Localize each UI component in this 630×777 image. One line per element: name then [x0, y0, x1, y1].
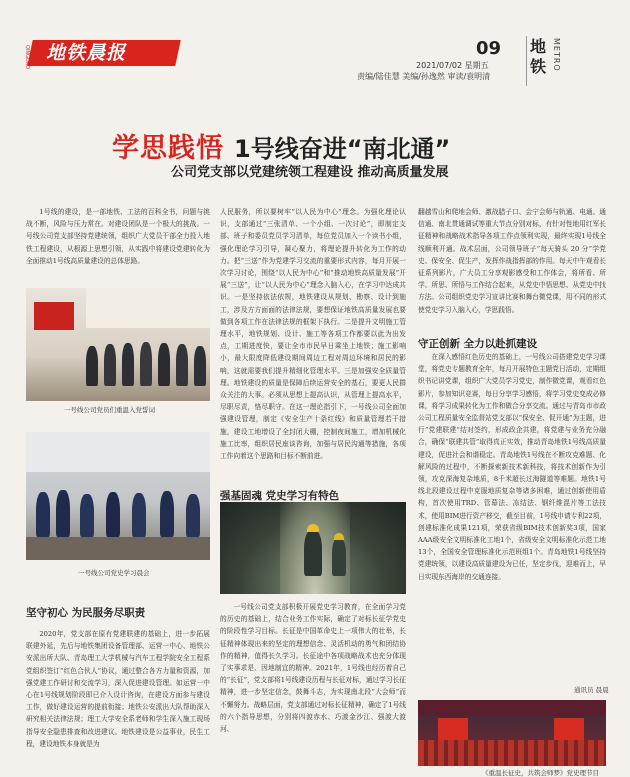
- masthead-logo-small: QINGDAO: [24, 45, 30, 70]
- worker: [332, 538, 346, 576]
- section-construction-text: 在深入感悟红色历史的基础上，一号线公司搭建党史学习课堂，将党史专题教育全年，每月开展特色主题党日活动，定期组织书记讲党课，组织广大党员学习党史，制作微党课，观看红色影片，参加知识竞赛，每日分享学习感悟，将学习党史变成必修课，将学习成果转化为工作和做合分享交流。通过与青岛市市政公司工程质量安全监督站党支部以“保安全、促开通”为主题，进行“党建联建”结对签约，形成政企共建，将党建与业务充分融合，确保“联建共管”取得真正实效，推动青岛地铁1号线高质量建设，促进社会和谐稳定。青岛地铁1号线在不断攻克难题、化解风险的过程中，不断探索新技术新科技，将技术创新作为引领，攻克深海复杂地质，8千米超长过海隧道等难题。地铁1号线北段建设过程中克服地质复杂等诸多困难，通过创新使用盾构，首次使用TRD、管幕法、冻结法、钢纤维混片等工法技术，使用BIM进行资产移交，截至目前，1号线申请专利22项，创建标准化成果121项，荣获省级BIM技术创新奖3项，国家AAA级安全文明标准化工地1个，省级安全文明标准化示范工地13个，全国安全管理标准化示范班组1个。青岛地铁1号线坚持党建统领，以建设高质量建设为已任，坚定步伐，迎难而上，早日实现东西海岸的交通连接。: [418, 353, 606, 581]
- column-3-text: 翻越雪山和爬地会师、激战腊子口、会宁会师与轨通、电通、通信通、南北贯通调试等重大节点分别对标，有针对性地用红军长征精神和战略战术指导各项工作点领利实现，最终实现1号线全线顺利开通。战术层面，公司领导班子“每天骑头 20 分”学党史、保安全、促生产，发挥作战指挥部的作用。每天中午观看长征系列影片，广大员工分享观影感受和工作体会，将所看、所学、所思、所悟与工作结合起来，从党史中悟思想、从党史中找方法。公司组织党史学习宣讲比赛和舞台微党课，用不同的形式使党史学习入脑入心，学思践悟。: [418, 208, 606, 314]
- photo-tunnel-workers: [220, 502, 406, 594]
- stage-flag: [438, 718, 468, 740]
- photo-stage-performance: [418, 700, 606, 766]
- meeting-table: [26, 537, 210, 560]
- person: [186, 494, 200, 537]
- section-party-history-body: [220, 601, 406, 735]
- person: [80, 494, 94, 537]
- section-title-construction: 守正创新 全力以赴抓建设: [418, 338, 538, 350]
- person: [194, 346, 206, 386]
- photo-morning-meeting: [26, 432, 210, 560]
- section-title-party-history: 强基固魂 党史学习有特色: [220, 490, 340, 502]
- headline-red: 学思践悟: [112, 133, 224, 164]
- lead-paragraph: [26, 206, 210, 267]
- person: [86, 346, 98, 386]
- person: [106, 492, 120, 537]
- stage-lights: [418, 700, 606, 716]
- person: [122, 343, 134, 386]
- headline-black: 1号线奋进“南北通”: [234, 135, 451, 163]
- performers: [418, 740, 606, 766]
- party-flag: [34, 302, 74, 330]
- section-service-text: 2020年，党支部在原有党建联建的基础上，进一步拓展联建外延，先后与地铁集团设备管理部、运营一中心、地铁公安派出所大队、青岛理工大学机械与汽车工程学院安全工程系党组织签订“红色合伙人”协议，通过整合各方力量和资源，加强党建工作研讨和交流学习，深入促进建设管理。如运营一中心在1号线规划阶段即已介入设计咨询，在建设方面参与建设工作，做好建设运营的提前衔接；地铁公安派出大队帮助深入研究相关法律法规；理工大学安全系老师和学生深入施工现场指导安全隐患排查和改进建议。地铁建设是公益事业，民生工程，建设地铁本身就是为: [26, 630, 210, 748]
- person: [176, 344, 188, 386]
- stage-flag: [554, 718, 584, 740]
- section-name: 地铁: [530, 37, 547, 76]
- photo-meeting-caption: 一号线公司党史学习晨会: [78, 569, 150, 577]
- photo-oath-caption: 一号线公司党员们重温入党誓词: [64, 406, 155, 414]
- person: [36, 492, 50, 537]
- masthead-logo: 地铁晨报: [46, 42, 127, 64]
- column-2-text: 人民服务，所以要树牢“以人民为中心”理念。为强化理论认识，支部通过“三张清单、一个小组、一次讨论”，即制定支部、班子和委员党员学习清单，每位党员加入一个读书小组，强化理论学习引导，凝心聚力，将理论提升转化为工作的动力。把“三送”作为党建学习交流的重要形式内容，每月开展一次学习讨论，围绕“以人民为中心”和“推动地铁高质量发展”开展“三送”，让“以人民为中心”理念入脑入心，在学习中达成共识。一是坚持依法依规，地铁建设从规划、勘察、设计到施工，涉及方方面面的法律法规，要想保证地铁高质量发展也要做到各项工作在法律法规的框架下执行。二是提升文明施工管理水平，地铁规划、设计、施工等各项工作都要以此为出发点，工期进度快，要让全市市民早日乘坐上地铁；施工影响小，最大限度降低建设期间周边工程对周边环境和居民的影响，这就需要我们提升精细化管理水平。三是加强安全质量管理。地铁建设的质量是保障后续运营安全的基石，要更人民群众关注的大事。必须从思想上提高认识，从管理上提高水平，尽职尽责，恪尽职守。在这一理论指引下，一号线公司全面加强建设管理，制定《安全生产十条红线》和质量管理若干措施，建设工地增设了全封闭大棚，控制夜间施工，增加机械化施工比率，组织居民座谈咨询，加强与居民沟通等措施，各项工作向着这个思路和目标不断前进。: [220, 208, 406, 461]
- ceiling-lights: [86, 288, 210, 328]
- section-party-history-text: 一号线公司党支部积极开展党史学习教育，在全面学习党的历史的基础上，结合业务工作实际，确定了对标长征学党史的阶段性学习目标。长征是中国革命史上一项伟大的壮举，长征精神体现出来的坚定的理想信念、灵活机动的勇气和团结协作的精神，值得长久学习。长征途中各项战略战术也充分体现了实事求是、因地制宜的精神。2021年，1号线也经历着自己的“长征”，党支部将1号线建设历程与长征对标，通过学习长征精神，进一步坚定信念，鼓舞斗志，为实现南北段“大会师”而不懈努力。战略层面，党支部通过对标长征精神，确定了1号线的六个指导思想，分别将四渡赤水、巧渡金沙江、强渡大渡河、: [220, 603, 406, 734]
- meeting-room-ceiling: [26, 432, 210, 472]
- photo-oath-ceremony: [26, 288, 210, 401]
- column-3-body: [418, 206, 606, 316]
- column-2-body: [220, 206, 406, 462]
- person: [140, 342, 152, 386]
- person: [56, 490, 70, 537]
- issue-date: 2021/07/02 星期五: [416, 61, 489, 70]
- subheadline: 公司党支部以党建统领工程建设 推动高质量发展: [171, 165, 449, 180]
- hard-hat: [307, 524, 319, 532]
- person: [104, 344, 116, 386]
- person: [158, 343, 170, 386]
- person: [132, 493, 146, 537]
- editor-credits: 责编/陆佳慧 美编/孙逸然 审读/袁明清: [357, 72, 491, 81]
- person: [160, 491, 174, 537]
- page-number: 09: [476, 38, 502, 59]
- lead-text: 1号线的建设，是一部地铁、工法的百科全书，问题与挑战不断，风险与压力常在。对建设团队是一个极大的挑战。一号线公司党支部坚持党建统领，组织广大党员干部全力投入地铁工程建设，从根源上思想引领，从实践中将建设党建转化为全面推动1号线高质量建设的总体思路。: [26, 208, 210, 265]
- byline: 通讯员 晨晨: [574, 686, 609, 694]
- section-construction-body: [418, 351, 606, 583]
- section-title-service: 坚守初心 为民服务尽职责: [26, 607, 146, 619]
- hard-hat: [334, 533, 344, 540]
- section-name-en: METRO: [552, 38, 561, 72]
- headline: [112, 126, 532, 165]
- worker: [304, 530, 322, 576]
- photo-performance-caption: 《重温长征史，共筑会师梦》党史理节目: [482, 769, 599, 777]
- section-service-body: [26, 628, 210, 750]
